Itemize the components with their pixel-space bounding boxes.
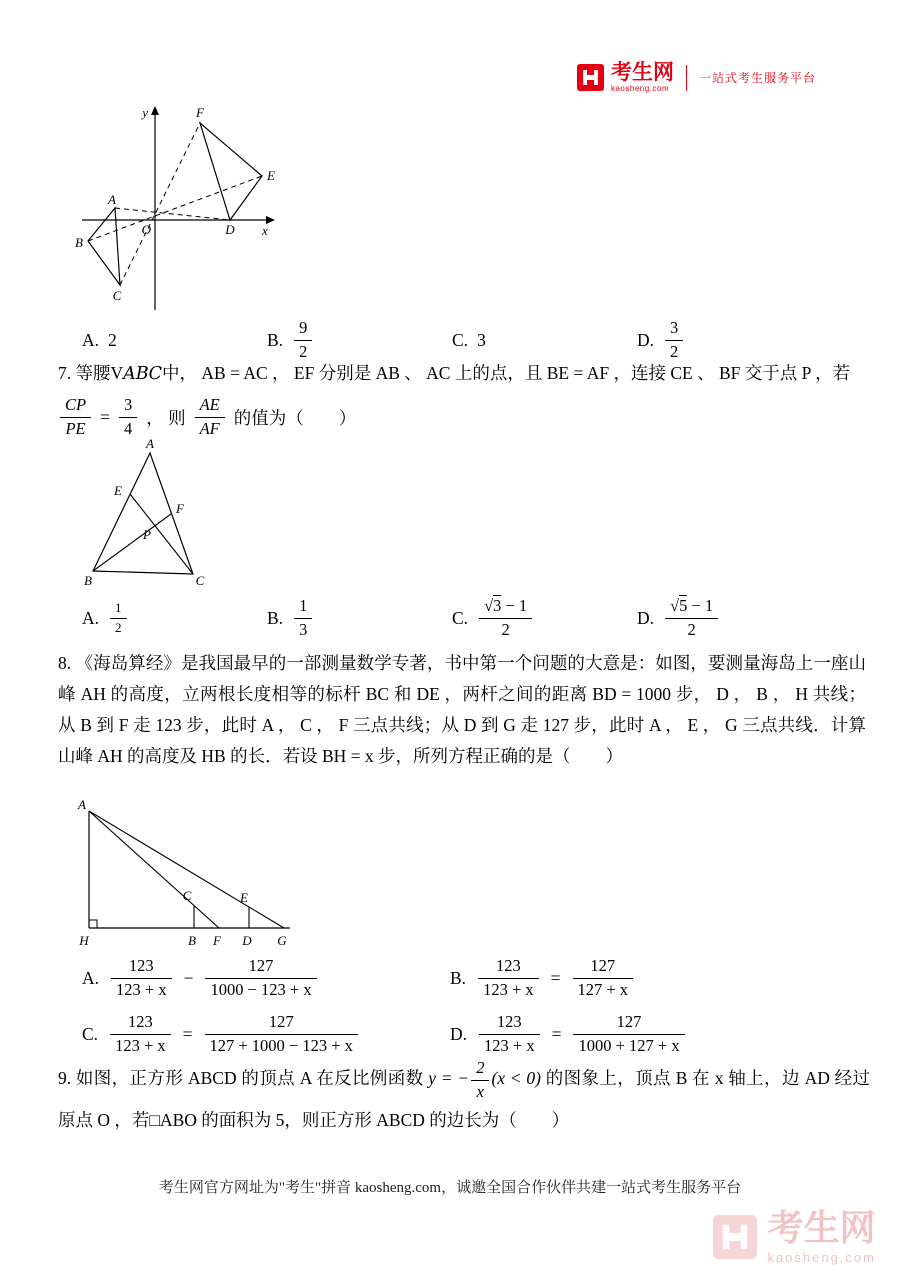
fraction-right [205,1012,358,1056]
fraction-left [478,956,539,1000]
q8-option-d [450,1010,818,1058]
fraction-numerator: 3 [665,318,683,341]
option-label: A. [82,967,100,988]
triangle-FED [200,123,262,220]
fraction [479,596,532,640]
figure-isosceles-triangle [83,438,228,590]
fraction-ae-af [195,395,225,439]
operator: = [551,1023,562,1044]
fig3-label-g: G [277,933,287,948]
fraction-denominator: 1000 + 127 + x [578,1036,680,1055]
fraction-left [110,1012,171,1056]
operator: = [550,967,561,988]
fig1-label-b: B [75,235,83,250]
fraction-right [573,956,634,1000]
fig3-label-d: D [242,933,252,948]
kaosheng-watermark [713,1207,876,1265]
fig1-label-f: F [196,105,204,120]
fraction-denominator: 2 [115,620,122,635]
fraction-numerator: 127 [573,1012,684,1035]
fraction [294,318,312,362]
q6-option-d [637,318,822,362]
q6-option-a [82,330,267,351]
fraction-denominator: AF [199,419,220,438]
option-label: A. [82,329,100,350]
fraction-denominator: 2 [501,620,510,639]
fraction-numerator: 127 [205,1012,358,1035]
segment-BF [93,514,171,571]
dashed-line-CF [120,123,200,285]
radical-sign: √ [670,596,680,616]
fraction-numerator: AE [195,395,225,418]
fig3-label-e: E [240,890,248,905]
fraction-denominator: 2 [299,342,308,361]
fig1-label-x: x [262,223,268,238]
fraction-denominator: 1000 − 123 + x [210,980,312,999]
question-7 [58,358,864,440]
option-label: A. [82,607,100,628]
fraction [665,596,718,640]
question-8-text: 8. 《海岛算经》是我国最早的一部测量数学专著，书中第一个问题的大意是：如图，要测量海岛上一座山峰 AH 的高度，立两根长度相等的标杆 BC 和 DE ，两杆之间的距离 BD = 1000 步， D ， B ， H 共线；从 B 到 F 走 123 步，此时 A ， C ， F 三点共线；从 D 到 G 走 127 步，此时 A ， E ， G 三点共线．计算山峰 AH 的高度及 HB 的长．若设 BH = x 步，所列方程正确的是（ ） [58,653,866,766]
kaosheng-logo-icon [577,64,604,91]
square-root [670,595,687,615]
q6-option-b [267,318,452,362]
fig1-label-y: y [142,105,148,120]
fraction-right [205,956,316,1000]
fig2-label-a: A [146,438,154,451]
fig1-label-d: D [225,222,235,237]
fraction-numerator: 123 [110,1012,171,1035]
brand-domain: kaosheng.com [610,84,670,93]
question-9-text [58,1058,870,1138]
fraction-denominator: 123 + x [115,1036,166,1055]
option-label: B. [267,329,284,350]
fraction-cp-pe [60,395,91,439]
question-9-part1: 9. 如图，正方形 ABCD 的顶点 A 在反比例函数 [58,1067,429,1088]
square-root [484,595,501,615]
fraction-numerator: 3 [119,395,137,418]
option-label: C. [452,607,469,628]
fig2-label-p: P [143,527,151,542]
fig2-label-f: F [176,501,184,516]
option-label: D. [637,329,655,350]
fig3-label-c: C [182,888,192,903]
fig2-label-e: E [114,483,122,498]
option-label: C. [82,1023,99,1044]
equals-sign: = [100,406,110,427]
kaosheng-watermark-icon [713,1215,757,1259]
question-9-domain: (x < 0) [491,1067,541,1088]
q8-options [82,954,818,1058]
fraction-denominator: 3 [299,620,308,639]
option-label: D. [637,607,655,628]
option-label: B. [450,967,467,988]
fraction-numerator: 127 [205,956,316,979]
option-label: B. [267,607,284,628]
fraction-denominator: 2 [687,620,696,639]
fraction-numerator: 2 [471,1058,489,1081]
option-label: C. [452,329,469,350]
fraction-left [479,1012,540,1056]
fig1-label-c: C [112,288,122,303]
fraction-right [573,1012,684,1056]
question-7-mid-text: ， 则 [146,407,186,428]
fraction-left [111,956,172,1000]
brand-tagline: 一站式考生服务平台 [698,71,816,85]
q7-option-d [637,596,822,640]
fraction-denominator: 4 [123,419,133,438]
fraction-numerator: 1 [294,596,312,619]
fraction-numerator [479,596,532,619]
kaosheng-header-logo [577,62,816,93]
fig1-label-o: O [141,222,151,237]
fraction-numerator: 9 [294,318,312,341]
question-7-equation [58,394,864,440]
fraction-denominator: 127 + x [577,980,629,999]
sightline-AF [89,811,219,928]
q8-option-b [450,954,818,1002]
question-9-part2: 的图象上，顶点 B 在 x 轴上，边 AD 经过原点 O ，若□ABO 的面积为 5，则正方形 ABCD 的边长为（ ） [58,1067,871,1130]
q6-options [82,318,862,362]
fraction-denominator: 123 + x [484,1036,535,1055]
q8-option-c [82,1010,450,1058]
fraction-numerator: 127 [573,956,634,979]
operator: = [182,1023,193,1044]
numerator-rest: − 1 [501,596,528,616]
radicand: 3 [493,596,502,616]
fraction-denominator: 123 + x [116,980,167,999]
fraction [110,600,127,636]
fig1-label-a: A [108,192,116,207]
right-angle-mark [89,920,97,928]
fraction-numerator: CP [60,395,91,418]
watermark-brand: 考生网 [767,1207,876,1248]
figure-island-survey [74,796,314,954]
fraction-numerator: 123 [478,956,539,979]
fraction-numerator: 123 [479,1012,540,1035]
fraction-3-4 [119,395,137,439]
operator: − [183,967,194,988]
q8-option-a [82,954,450,1002]
fraction-denominator: 2 [670,342,679,361]
fraction-2-x [471,1058,489,1102]
fraction-denominator: 127 + 1000 − 123 + x [209,1036,353,1055]
q7-options [82,594,862,642]
fraction-denominator: PE [65,419,86,438]
fig3-label-a: A [78,797,86,812]
footer-text: 考生网官方网址为"考生"拼音 kaosheng.com，诚邀全国合作伙伴共建一站式考生服务平台 [158,1180,742,1196]
fraction [665,318,683,362]
fraction [294,596,312,640]
q7-option-c [452,596,637,640]
question-9-function: y = − [428,1067,470,1088]
option-value: 3 [477,329,486,350]
logo-divider [686,65,687,91]
fraction-numerator [665,596,718,619]
fig2-label-c: C [195,573,205,588]
fig3-label-h: H [79,933,89,948]
fraction-numerator: 1 [110,600,127,619]
fig3-label-f: F [213,933,221,948]
watermark-text-block [767,1207,876,1265]
fraction-denominator: 123 + x [483,980,534,999]
fig3-label-b: B [188,933,196,948]
y-axis-arrow-icon [151,106,159,115]
radicand: 5 [679,596,688,616]
q6-option-c [452,330,637,351]
sightline-AG [89,811,284,928]
question-7-tail-text: 的值为（ ） [233,407,357,428]
q7-option-b [267,596,452,640]
fig1-label-e: E [267,168,275,183]
option-label: D. [450,1023,468,1044]
radical-sign: √ [484,596,494,616]
question-7-text: 7. 等腰V𝐴𝐵𝐶中， AB = AC ， EF 分别是 AB 、 AC 上的点，且 BE = AF ，连接 CE 、 BF 交于点 P ，若 [58,363,851,383]
option-value: 2 [108,329,117,350]
figure-coordinate-triangles [70,103,285,315]
brand-name: 考生网 [610,61,674,84]
numerator-rest: − 1 [687,596,714,616]
logo-text-block [611,62,674,93]
q7-option-a [82,600,267,636]
fraction-numerator: 123 [111,956,172,979]
fig2-label-b: B [84,573,92,588]
fraction-denominator: x [476,1081,484,1101]
watermark-domain: kaosheng.com [767,1250,876,1265]
